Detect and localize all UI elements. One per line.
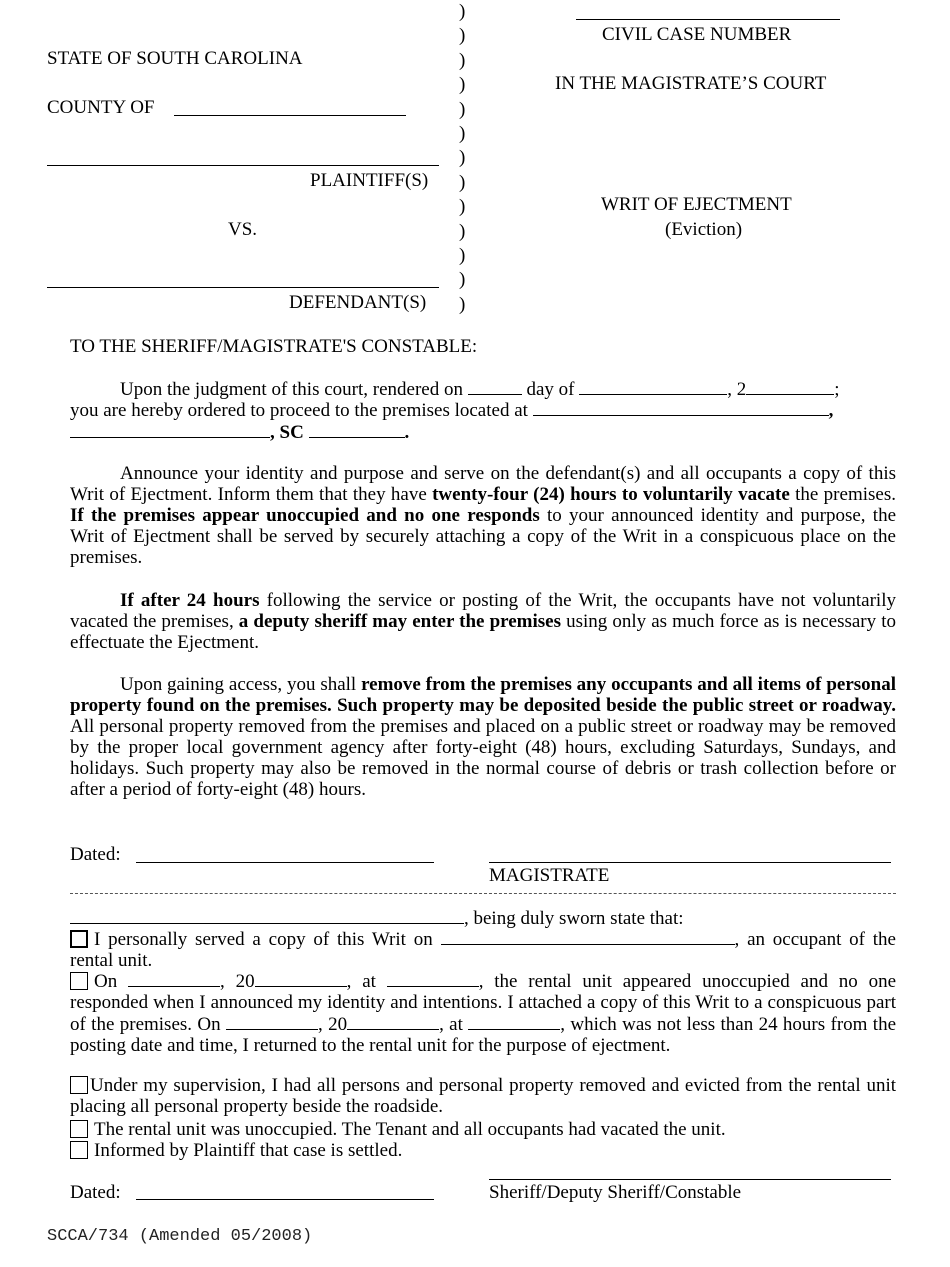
case-number-field[interactable] — [576, 19, 840, 20]
premises-city-field[interactable] — [70, 421, 270, 438]
removal-paragraph: Upon gaining access, you shall remove from the premises any occupants and all items of personal property found on the premises. Such property may be deposited beside the public street or roadway. All personal property removed from the premises and placed on a public street or roadway may be removed by the proper local government agency after forty-eight (48) hours, excluding Saturdays, Sundays, and holidays. Such property may also be removed in the normal course of debris or trash collection before or after a period of forty-eight (48) hours. — [70, 674, 897, 800]
form-id: SCCA/734 (Amended 05/2008) — [47, 1227, 313, 1246]
vacated-checkbox[interactable] — [70, 1120, 88, 1138]
posted-time-field[interactable] — [387, 970, 479, 987]
addressee-line: TO THE SHERIFF/MAGISTRATE'S CONSTABLE: — [70, 336, 478, 357]
affiant-name-field[interactable] — [70, 907, 464, 924]
plaintiff-label: PLAINTIFF(S) — [310, 170, 429, 191]
document-title: WRIT OF EJECTMENT — [601, 194, 792, 215]
posted-item: On , 20 , at , the rental unit appeared unoccupied and no one responded when I announced my identity and intentions. I attached a copy of this Writ to a conspicuous part of the premises. On , 20 , at , which was not less than 24 hours from the posting date and time, I returned to the rental unit for the purpose of ejectment. — [70, 971, 897, 1056]
removed-checkbox[interactable] — [70, 1076, 88, 1094]
settled-item: Informed by Plaintiff that case is settled. — [70, 1140, 896, 1161]
sworn-line: , being duly sworn state that: — [70, 907, 684, 930]
served-checkbox[interactable] — [70, 930, 88, 948]
premises-address-field[interactable] — [533, 399, 829, 416]
defendant-label: DEFENDANT(S) — [289, 292, 427, 313]
state-name: STATE OF SOUTH CAROLINA — [47, 48, 303, 69]
county-label: COUNTY OF — [47, 97, 155, 118]
service-paragraph: Announce your identity and purpose and serve on the defendant(s) and all occupants a copy of this Writ of Ejectment. Inform them that they have twenty-four (24) hours to voluntarily vacate the premises. If the premises appear unoccupied and no one responds to your announced identity and purpose, the Writ of Ejectment shall be served by securely attaching a copy of the Writ in a conspicuous place on the premises. — [70, 463, 896, 568]
sheriff-dated-field[interactable] — [136, 1199, 434, 1200]
magistrate-signature-field[interactable] — [489, 862, 891, 863]
defendant-field[interactable] — [47, 287, 439, 288]
settled-checkbox[interactable] — [70, 1141, 88, 1159]
premises-line: you are hereby ordered to proceed to the premises located at , — [70, 400, 834, 421]
document-subtitle: (Eviction) — [665, 219, 743, 240]
occupant-name-field[interactable] — [441, 928, 735, 945]
case-number-label: CIVIL CASE NUMBER — [602, 24, 792, 45]
return-time-field[interactable] — [468, 1013, 560, 1030]
vacated-item: The rental unit was unoccupied. The Tenant and all occupants had vacated the unit. — [70, 1119, 896, 1140]
city-line: , SC . — [70, 421, 409, 444]
posted-checkbox[interactable] — [70, 972, 88, 990]
judgment-day-field[interactable] — [468, 378, 522, 395]
plaintiff-field[interactable] — [47, 165, 439, 166]
posted-date-field[interactable] — [128, 970, 220, 987]
sheriff-dated-label: Dated: — [70, 1182, 121, 1203]
judgment-month-field[interactable] — [579, 378, 727, 395]
dated-field[interactable] — [136, 862, 434, 863]
served-item: I personally served a copy of this Writ on , an occupant of the rental unit. — [70, 929, 896, 971]
magistrate-label: MAGISTRATE — [489, 865, 610, 886]
removed-item: Under my supervision, I had all persons and personal property removed and evicted from the rental unit placing all personal property beside the roadside. — [70, 1075, 896, 1117]
return-year-field[interactable] — [347, 1013, 439, 1030]
judgment-year-field[interactable] — [746, 378, 834, 395]
sheriff-signature-field[interactable] — [489, 1179, 891, 1180]
return-date-field[interactable] — [226, 1013, 318, 1030]
sheriff-label: Sheriff/Deputy Sheriff/Constable — [489, 1182, 742, 1203]
premises-zip-field[interactable] — [309, 421, 405, 438]
judgment-line-1: Upon the judgment of this court, rendered on day of , 2 ; — [120, 379, 840, 400]
section-separator — [70, 893, 896, 894]
entry-paragraph: If after 24 hours following the service or posting of the Writ, the occupants have not voluntarily vacated the premises, a deputy sheriff may enter the premises using only as much force as is necessary to effectuate the Ejectment. — [70, 590, 896, 653]
posted-year-field[interactable] — [255, 970, 347, 987]
dated-label: Dated: — [70, 844, 121, 865]
vs-label: VS. — [228, 219, 258, 240]
court-name: IN THE MAGISTRATE’S COURT — [555, 73, 827, 94]
county-field[interactable] — [174, 115, 406, 116]
caption-parentheses: ) ) ) ) ) ) ) ) ) ) ) ) ) — [459, 1, 466, 315]
